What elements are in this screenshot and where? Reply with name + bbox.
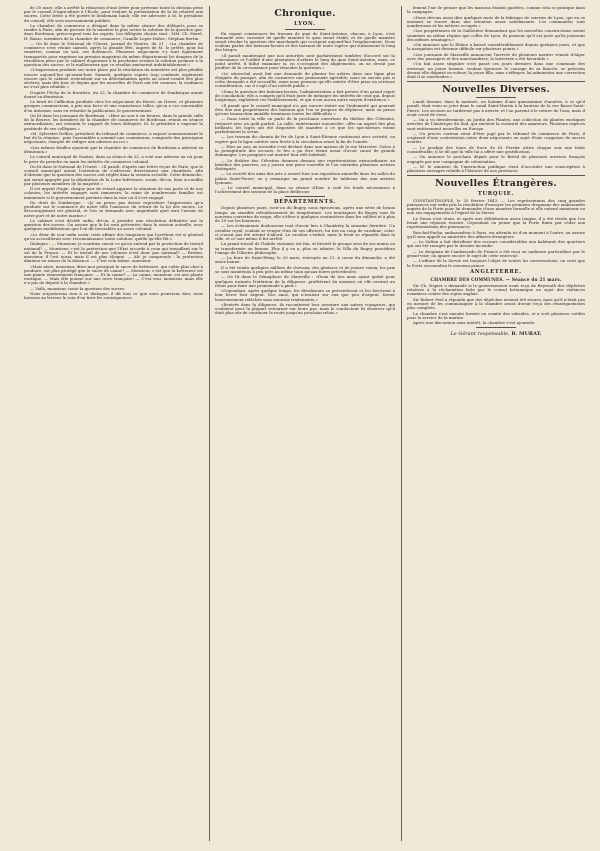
article-paragraph: «L'impression produite sur notre place par la résolution du ministère est plus pénible encore aujourd'hui qu'avant-hier. Samedi, quelques esprits trop confiants espéraient encore que le cabinet reviendrait sur sa détermination après un avant-comité des plus sévères; mais dès hier, et depuis que les nouvelles de Paris ont été connues, la confiance ne s'est plus rétablie.»: [24, 67, 203, 90]
column-middle: [215, 6, 395, 841]
article-paragraph: La grand travail de l'habile statuaire est fini, et bientôt le groupe sera de ses mains ou sa transformée en bronze. Plus il y en a, plus on admire; la Villa du Bugey possédera l'image de l'illustre philosophe.: [215, 241, 395, 255]
article-paragraph: — La société des amis des arts a ouvert hier son exposition annuelle dans les salles du palais Saint-Pierre; on y remarque un grand nombre de tableaux dus aux artistes lyonnais.: [215, 171, 395, 185]
chronique-body: [215, 32, 395, 195]
section-heading-nouvelles-etrangeres: Nouvelles Étrangères.: [435, 178, 557, 190]
article-paragraph: — Le Sultan a fait distribuer des secours considérables aux habitants des quartiers qui ont été ravagés par le dernier incendie.: [407, 239, 585, 249]
article-paragraph: — Le théâtre des Célestins donnera demain une représentation extraordinaire au bénéfice des pauvres; on y jouera une pièce nouvelle et l'on entendra plusieurs artistes distingués.: [215, 157, 395, 172]
divider: [476, 97, 516, 98]
column-left: [24, 6, 203, 841]
article-paragraph: «On annonce que le Rhône a baissé considérablement depuis quelques jours, et que la navigation est devenue difficile sur plusieurs points.»: [407, 42, 585, 52]
divider: [285, 196, 325, 197]
article-paragraph: «Dans la question des bateaux-lavoirs, l'administration a fait preuve d'un grand esprit de conciliation; elle a compris qu'il était juste de ménager les intérêts de ceux qui, depuis longtemps, exploitent ces établissements, et qui n'ont aucun autre moyen d'existence.»: [215, 88, 395, 103]
article-paragraph: — Les travaux du chemin de fer de Lyon à Saint-Étienne continuent avec activité; on espère que la ligne entière sera livrée à la circulation avant la fin de l'année.: [215, 134, 395, 144]
article-paragraph: — Le drogman de l'ambassade de France a été reçu en audience particulière par le grand-vizir; on ignore encore le sujet de cette entrevue.: [407, 248, 585, 259]
article-paragraph: Le cabinet s'est décidé enfin, dit-on, à prendre une résolution définitive sur la question des sucres. On assure que la loi sera présentée dans la session actuelle, avec quelques modifications que l'on dit favorables au sucre colonial.: [24, 217, 203, 232]
article-paragraph: — Voilà, monsieur, toute la question des sucres.: [30, 285, 126, 291]
column-rule: [209, 6, 210, 841]
subheading-turquie: TURQUIE.: [477, 191, 515, 198]
section-heading-chronique: Chronique.: [274, 8, 336, 19]
article-paragraph: — On a vu dernièrement, au Jardin des Plantes, une collection de plantes exotiques arrivées de l'Amérique du Sud, qui excitent la curiosité des amateurs. Plusieurs espèces sont entièrement nouvelles en Europe.: [407, 117, 585, 131]
article-paragraph: — Dans toute la ville on parle de la prochaine ouverture du théâtre des Célestins, restauré avec un goût parfait. La salle, entièrement renouvelée, offre un aspect des plus brillants; les loges ont été disposées de manière à ce que les spectateurs voient parfaitement la scène.: [215, 116, 395, 134]
article-paragraph: En voyant commencer les travaux de quai de Saint-Antoine, chacun, à Lyon, s'est demandé avec curiosité de quelle manière le quai serait établi, et de quelle manière serait résolue la question des marchands qui occupent aujourd'hui l'emplacement. Nous voulons parler des bateaux-lavoirs et des bateaux de toute espèce qui stationnent le long des berges.: [215, 30, 395, 53]
article-paragraph: Depuis plusieurs jours, écrit-on du Bugey, nous éprouvons, après une série de beaux temps, un sensible refroidissement de température. Les montagnes du Bugey sont de nouveau couvertes de neige; elle s'élève à quelques centimètres dans les vallées et à plus de 20 sur les hauteurs.: [215, 205, 395, 223]
article-paragraph: «Le séneschal avait fait une demande de planter les arbres dans une ligne plus éloignée du parapet, afin de conserver une promenade agréable; nous ne savons pas si cette demande a été accueillie; mais nous pensons qu'elle mérite d'être prise en sérieuse considération, car il s'agit d'un intérêt public.»: [215, 70, 395, 89]
article-paragraph: — On lit dans le Sémaphore de Marseille : «Deux de nos amis ayant quitté pour quelques instants l'intérieur de la diligence, profitèrent du moment où elle arrivait au relais pour faire une promenade à pied.»: [215, 274, 395, 288]
article-paragraph: Dialogue : — Monsieur, je voudrais savoir ce qu'on entend par la protection du travail national? — Monsieur, c'est la protection que l'État accorde à ceux qui travaillent sur le sol de la France. — Et le travail de nos colonies n'est donc pas national? — Pardon, monsieur, il l'est aussi, mais il est plus éloigné. — Ah! je comprends : la protection diminue en raison de la distance. — C'est cela même, monsieur.: [24, 241, 203, 264]
article-paragraph: «Un fait assez singulier s'est passé ces jours derniers dans une commune des environs: un jeune homme, voulant éprouver le courage de sa fiancée, se présenta devant elle déguisé en voleur; la jeune fille, sans s'effrayer, lui administra une correction dont il se souviendra.»: [407, 61, 585, 79]
section-heading-nouvelles-diverses: Nouvelles Diverses.: [442, 84, 550, 96]
article-paragraph: «Rentrés dans la diligence, ils racontèrent leur aventure aux autres voyageurs, qui voulaient pour la plupart retourner sur leurs pas; mais le conducteur fit observer qu'il était plus sûr de continuer la route jusqu'au prochain relais.»: [215, 301, 395, 316]
departements-body: [215, 206, 395, 315]
article-paragraph: «Il paraît maintenant que nos autorités sont parfaitement tombées d'accord sur la convenance et l'utilité d'une plantation d'arbres le long du quai Saint-Antoine, mais, ce point arrêté, il fallut examiner si, en s'occupant des alignements, on ne devait pas profiter de la circonstance pour résoudre la question.»: [215, 52, 395, 71]
article-paragraph: «Mais alors, monsieur, dites-moi pourquoi le sucre de betterave, qui coûte plus cher à produire, est plus protégé que le sucre de canne? — Monsieur, c'est que la betterave est une plante éminemment française. — Et la canne? — La canne, monsieur, est une plante exotique. — Mais elle pousse sur une terre française! — C'est vrai, monsieur, mais elle n'a pas de député à la chambre.»: [24, 263, 203, 286]
article-paragraph: «Il paraît que le conseil municipal n'a pas encore statué sur l'indemnité qui pourrait être due aux propriétaires des bateaux que l'on se propose de déplacer; mais on pense qu'une transaction amiable terminera toutes les difficultés.»: [215, 102, 395, 116]
column-rule: [401, 6, 402, 841]
column-left-body: [24, 6, 203, 301]
article-paragraph: de 20 mars, elle a arrêté la rédaction d'une lettre pour prévenir toute la division prise par le conseil d'Agriculture à l'Ecole, pour évaluer la présentation de la loi relative aux sucres. Cette lettre a été portée le lendemain lundi; elle est adressée à M. le président du conseil; elle sera incessamment publiée.: [24, 6, 203, 23]
article-paragraph: Sir Robert Peel a répondu que des dépêches avaient été reçues, mais qu'il n'était pas en mesure de les communiquer à la chambre avant d'avoir reçu des renseignements plus complets.: [407, 296, 585, 311]
article-paragraph: — L'affaire de la Servie est toujours l'objet de toutes les conversations; on croit que la Porte reconnaîtra le nouveau prince.: [407, 258, 585, 268]
subheading-chambre: CHAMBRE DES COMMUNES. — Séance du 21 mars.: [430, 276, 562, 282]
article-paragraph: Le bruit de l'affliction produite chez les négociants du Havre, au Havre, et plusieurs groupes commerciaux, a pris une force et une consistance telles, qu'on a cru convenable d'en informer, sans en retarder la publication, le gouvernement.: [24, 99, 203, 113]
article-paragraph: — Le conseil municipal, dans sa séance d'hier, a voté les fonds nécessaires à l'achèvement des travaux de la place Bellecour.: [215, 185, 395, 195]
column-right: [407, 6, 585, 841]
article-paragraph: «Cependant, après quelque temps, les dévaliseurs se présentèrent et les forcèrent à leur livrer leur argent. Nos amis, qui n'avaient sur eux que peu d'argent, furent heureusement relâchés sans mauvais traitements.»: [215, 288, 395, 302]
article-paragraph: «Les journaux de Marseille annoncent l'arrivée de plusieurs navires venant d'Alger avec des passagers et des marchandises; la traversée a été favorable.»: [407, 51, 585, 61]
article-paragraph: Le Divan s'est réuni, et après une délibération assez longue, il a été résolu que l'on ferait une réponse évasive. Cependant on pense que la Porte finira par céder aux représentations des puissances.: [407, 215, 585, 230]
article-paragraph: Sir Ch. Napier a demandé si le gouvernement avait reçu de Beyrouth des dépêches relatives à la réclamation faite par le consul britannique au sujet des violences commises contre des sujets anglais.: [407, 283, 585, 297]
signature: [407, 331, 585, 337]
column-right-top-body: [407, 6, 585, 79]
subheading-lyon: LYON.: [294, 21, 316, 27]
article-paragraph: «M. Sylvestre Delbes, président du tribunal de commerce, a exposé sommairement le but de la réunion : puis l'assemblée a nommé une commission, composée des principaux négociants, chargée de rédiger une adresse au roi.»: [24, 131, 203, 145]
signature-name: B. MURAT.: [511, 330, 542, 337]
article-paragraph: Après une discussion sans intérêt, la chambre s'est ajournée.: [413, 320, 536, 326]
subheading-angleterre: ANGLETERRE.: [470, 269, 522, 276]
divider: [407, 81, 585, 82]
article-paragraph: La chambre de commerce a désigné dans la même séance des délégués pour se rendre à Paris, afin de presser de la manière la plus active la solution de la question que, dans Bordeaux, préoccupent tous les esprits. Les délégués choisis sont : MM. Ch. Fauré, H. Basse, membres de la chambre de commerce; Camille Lopes-Dubec, Stéphan Bertin.: [24, 23, 203, 41]
article-paragraph: — Les événements douloureux vont d'avoir lieu à Chambéry la semaine dernière. Un cavalier royal, voulant se venger d'un de ses officiers, lui tira un coup de carabine; celui-ci n'avait pas été atteint d'abord. Le cavalier s'enfuit, mais le bruit se répandit dans la ville, et ce soir même il fut arrêté.: [215, 223, 395, 241]
article-paragraph: — Hier au soir, un incendie s'est déclaré dans une maison de la rue Mercière. Grâce à la promptitude des secours, le feu a pu être éteint avant d'avoir causé de grands dommages. Les pompiers ont montré leur zèle habituel.: [215, 143, 395, 158]
divider: [476, 327, 516, 328]
article-paragraph: On lit dans le National de l'Ouest : «Il paraît, d'après une lettre reçue de Paris, que le conseil municipal aurait l'intention de s'adresser directement aux chambres, afin d'obtenir que la question des sucres soit réglée dans la session actuelle. Cette démarche, qui serait appuyée par la députation de la Loire-Inférieure, serait, dit-on, bien accueillie par plusieurs membres de la majorité.»: [24, 163, 203, 186]
article-paragraph: CONSTANTINOPLE, le 25 février 1843. — Les représentants des cinq grandes puissances ont enfin pris la résolution d'envoyer les premiers drogmans des ambassades auprès de la Porte pour lui demander d'une manière formelle si elle entend maintenir ou non ses engagements à l'égard de la Servie.: [407, 197, 585, 216]
article-paragraph: — M. le ministre de l'instruction publique vient d'accorder une souscription à plusieurs ouvrages relatifs à l'histoire de nos provinces.: [407, 163, 585, 174]
divider: [285, 29, 325, 30]
article-paragraph: «Les mêmes feuilles ajoutent que la chambre de commerce de Bordeaux a adressé sa démission.»: [24, 144, 203, 154]
article-paragraph: «Les propriétaires de la Guillotière demandent que les nouvelles constructions soient soumises au même régime que celles de Lyon; ils pensent qu'il est juste qu'ils jouissent des mêmes avantages.»: [407, 28, 585, 42]
article-paragraph: Reschid-Pacha, ambassadeur à Paris, est attendu ici d'un moment à l'autre; on assure qu'il sera appelé au ministère des affaires étrangères.: [407, 229, 585, 239]
subheading-departements: DÉPARTEMENTS.: [273, 198, 337, 205]
signature-prefix: Le Gérant responsable,: [450, 330, 510, 337]
article-paragraph: On lit dans les journaux de Bordeaux : «Hier au soir à six heures, dans la grande salle de la Bourse, les membres de la chambre de commerce de Bordeaux, réunis en séance extraordinaire, ont entendu le rapport de leurs délégués. M. le président a exprimé la gratitude de ses collègues.»: [24, 113, 203, 131]
article-paragraph: lement l'air de penser que les maisons étaient gardées, comme cela se pratique dans la campagne.: [407, 6, 585, 15]
article-paragraph: Nous n'ajouterons rien à ce dialogue, il dit tout ce que nous pourrions dire; nous laissons au lecteur le soin d'en tirer les conséquences.: [24, 291, 203, 301]
divider: [407, 175, 585, 176]
article-paragraph: Du droit de Dunkerque : «Je ne pense pas devoir reproduire l'impression qu'a produite sur le commerce de notre ville l'annonce du retrait de la loi des sucres. Le découragement est général, et l'on se demande avec inquiétude quel sera l'avenir de notre port et de notre marine.»: [24, 199, 203, 218]
article-paragraph: Il est urgent d'agir; chaque jour de retard aggrave la situation de nos ports et de nos colonies; les intérêts engagés sont immenses; la ruine de nombreuses familles est imminente si le gouvernement persiste dans la voie où il s'est engagé.: [24, 186, 203, 200]
article-paragraph: — La foire de Saint-Rémy, le 20 mars, renvoyée au 21, à cause du dimanche, a été assez bonne.: [215, 255, 395, 265]
article-paragraph: «Le désir de voir enfin sortir cette affaire des longueurs qui l'arrêtent est si général qu'on accueillerait avec reconnaissance toute solution, quelle qu'elle fût.»: [24, 231, 203, 241]
article-paragraph: — Un procès curieux vient d'être jugé par le tribunal de commerce de Paris; il s'agissait d'une contestation entre deux négociants au sujet d'une cargaison de sucres avariés.: [407, 130, 585, 145]
article-paragraph: Il a été vendu quelques milliers de chevaux, des génisses et de jeunes veaux; les prix se sont maintenus à peu près au même taux qu'aux foires précédentes.: [215, 264, 395, 274]
article-paragraph: — On lit dans le National de l'Ouest, journal de Nantes, du 21 : «La chambre de commerce s'est réunie samedi, après la grande fête, auprès de M. le préfet, pour lui remettre, comme on sait, ses doléances. Plusieurs négociants s'y sont également transportés pour exprimer au premier magistrat du même département les dangers de la résolution prise par le cabinet d'ajourner à la prochaine session la solution promise à la question des sucres, et le malheureux que ce résultat amènerait indubitablement.»: [24, 41, 203, 68]
angleterre-body: [407, 284, 585, 325]
article-paragraph: Lundi dernier, dans la matinée, un homme d'une quarantaine d'années, à ce qu'il paraît, était venu se jeter dans le canal Saint-Martin à la hauteur de la rue Basse-Saint-Pierre. Les secours ne tardèrent pas à arriver, et l'on parvint à le retirer de l'eau; mais il avait cessé de vivre.: [407, 99, 585, 117]
article-paragraph: La chambre s'est ensuite formée en comité des subsides, et a voté plusieurs crédits pour le service de la marine.: [407, 310, 585, 320]
article-paragraph: — On annonce le prochain départ pour le Brésil de plusieurs ouvriers français engagés par une compagnie de colonisation.: [407, 154, 585, 164]
nouvelles-diverses-body: [407, 100, 585, 173]
article-paragraph: «Nous devons aussi dire quelques mots de la fabrique de soieries de Lyon, qui en ce moment se trouve dans une situation assez satisfaisante. Les commandes sont nombreuses et les métiers occupés.»: [407, 14, 585, 28]
turquie-body: [407, 199, 585, 268]
article-paragraph: — Le prodige des tours de force de M. Perrier attire chaque soir une foule considérable; il se dit que la ville lui a offert une gratification.: [407, 144, 585, 154]
article-paragraph: Le conseil municipal de Nantes, dans sa séance du 22, a voté une adresse au roi pour le prier de prendre en main les intérêts du commerce colonial.: [24, 154, 203, 164]
article-paragraph: D'après l'Echo de la frontière, du 22, la chambre de commerce de Dunkerque aurait donné sa démission.: [24, 89, 203, 99]
